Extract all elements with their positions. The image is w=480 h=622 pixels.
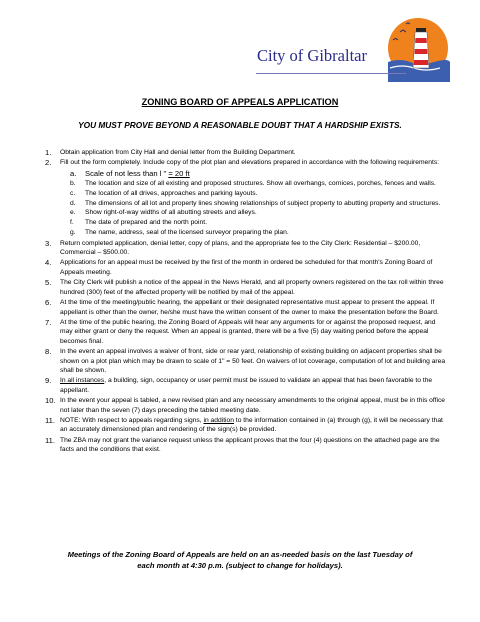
item-text: Fill out the form completely. Include copy of the plot plan and elevations prepared in accordance with the following requirements: — [60, 159, 440, 167]
meeting-note — [40, 549, 440, 571]
list-item — [45, 239, 447, 258]
item-text: The City Clerk will publish a notice of the appeal in the News Herald, and all property owners registered on the tax roll within three hundred (300) feet of the affected property will be notified by mail of the appeal. — [60, 279, 444, 296]
requirement-text: The date of prepared and the north point. — [85, 219, 207, 227]
requirement-item — [70, 169, 447, 178]
item-underlined: In all instances — [60, 377, 105, 385]
list-item — [45, 416, 447, 435]
list-item — [45, 158, 447, 237]
item-text: The ZBA may not grant the variance request unless the applicant proves that the four (4) questions on the attached page are the facts and the conditions that exist. — [60, 436, 440, 454]
requirement-item — [70, 228, 447, 237]
item-number: 9. — [45, 376, 52, 386]
list-item — [45, 436, 447, 455]
city-logo — [250, 18, 450, 82]
item-text: In the event an appeal involves a waiver of front, side or rear yard, relationship of existing building on adjacent properties shall be shown on a plot plan which may be drawn to scale of 1" = 50 feet. On waivers of lot coverage, computation of lot and building area shall be shown. — [60, 348, 446, 374]
list-item — [45, 376, 447, 395]
requirement-letter: a. — [70, 168, 77, 178]
item-number: 4. — [45, 258, 52, 268]
requirement-text: The dimensions of all lot and property lines showing relationships of subject property to abutting property and structures. — [85, 199, 441, 207]
requirement-letter: g. — [70, 229, 76, 237]
item-number: 10. — [45, 396, 56, 406]
item-text: Applications for an appeal must be received by the first of the month in ordered be scheduled for that month's Zoning Board of Appeals meeting. — [60, 259, 433, 276]
requirement-item — [70, 199, 447, 208]
meeting-note-line: Meetings of the Zoning Board of Appeals are held on an as-needed basis on the last Tuesday of — [67, 550, 413, 559]
item-text: In the event your appeal is tabled, a new revised plan and any necessary amendments to the original appeal, must be in this office not later than the seven (7) days preceding the tabled meeting date. — [60, 397, 446, 414]
item-number: 1. — [45, 148, 52, 157]
item-number: 11. — [45, 435, 55, 445]
requirement-letter: d. — [70, 199, 76, 207]
requirement-item — [70, 179, 447, 188]
list-item — [45, 347, 447, 375]
requirement-letter: f. — [70, 219, 74, 227]
requirement-text: The location and size of all existing and proposed structures. Show all overhangs, cornices, porches, fences and walls. — [85, 179, 436, 187]
requirement-text: The location of all drives, approaches and parking layouts. — [85, 189, 258, 197]
meeting-note-line: each month at 4:30 p.m. (subject to change for holidays). — [137, 561, 343, 570]
list-item — [45, 148, 447, 157]
logo-underline — [256, 73, 406, 74]
requirement-text: The name, address, seal of the licensed surveyor preparing the plan. — [85, 229, 289, 237]
requirement-text: Show right-of-way widths of all abutting streets and alleys. — [85, 209, 257, 217]
item-number: 5. — [45, 278, 52, 288]
requirements-list — [70, 169, 447, 238]
item-text: to the information contained in (a) through (g), it will be necessary that an accurately dimensioned plan and rendering of the sign(s) be provided. — [60, 416, 443, 434]
item-text: At the time of the public hearing, the Zoning Board of Appeals will hear any arguments for or against the proposed request, and may either grant or deny the request. When an appeal is granted, there will be a five (5) day waiting period before the appeal becomes final. — [60, 318, 436, 345]
item-number: 3. — [45, 238, 52, 248]
item-number: 7. — [45, 317, 52, 327]
item-number: 8. — [45, 347, 52, 357]
item-text: NOTE: With respect to appeals regarding signs, — [60, 416, 204, 424]
requirement-letter: e. — [70, 209, 76, 217]
item-text: , a building, sign, occupancy or user permit must be issued to validate an appeal that has been favorable to the appellant. — [60, 377, 433, 394]
item-number: 6. — [45, 298, 52, 308]
item-number: 11. — [45, 415, 55, 425]
city-name: City of Gibraltar — [257, 46, 367, 65]
item-text: Obtain application from City Hall and denial letter from the Building Department. — [60, 149, 296, 156]
requirement-letter: c. — [70, 189, 76, 197]
document-subtitle: YOU MUST PROVE BEYOND A REASONABLE DOUBT THAT A HARDSHIP EXISTS. — [78, 120, 402, 130]
list-item — [45, 298, 447, 317]
item-text: Return completed application, denial letter, copy of plans, and the appropriate fee to the City Clerk: Residential – $200.00, Commercial – $500.00. — [60, 239, 421, 257]
list-item — [45, 258, 447, 277]
requirement-item — [70, 218, 447, 227]
requirement-item — [70, 208, 447, 217]
item-number: 2. — [45, 158, 52, 168]
item-underlined: in addition — [203, 416, 234, 424]
document-title: ZONING BOARD OF APPEALS APPLICATION — [141, 97, 339, 107]
item-text: At the time of the meeting/public hearing, the appellant or their designated representative must appear to present the appeal. If appellant is other than the owner, he/she must have the written consent of the owner to make the presentation before the Board. — [60, 299, 439, 316]
requirement-text: Scale of not less than l " — [85, 168, 169, 178]
list-item — [45, 278, 447, 297]
list-item — [45, 318, 447, 346]
instructions-list — [45, 148, 447, 456]
requirement-item — [70, 189, 447, 198]
requirement-underlined: = 20 ft — [168, 168, 190, 178]
list-item — [45, 396, 447, 415]
requirement-letter: b. — [70, 179, 76, 187]
